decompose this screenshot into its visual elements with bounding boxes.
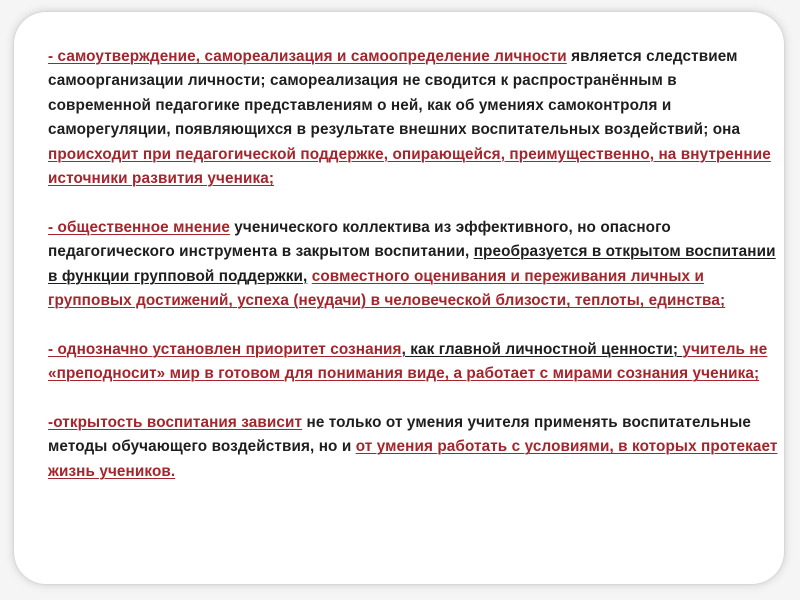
paragraph-public-opinion bbox=[48, 216, 778, 314]
paragraph-consciousness-priority bbox=[48, 338, 778, 387]
text-segment: преобразуется в открытом воспитании в функции групповой поддержки, bbox=[48, 243, 776, 285]
text-segment: ученического коллектива из эффективного, но опасного педагогического инструмента в закрытом воспитании, bbox=[48, 218, 671, 261]
slide-content bbox=[48, 45, 778, 484]
text-segment: , как главной личностной ценности; bbox=[401, 340, 683, 358]
text-segment: совместного оценивания и переживания личных и групповых достижений, успеха (неудачи) в человеческой близости, теплоты, единства; bbox=[48, 267, 726, 310]
text-segment: - самоутверждение, самореализация и самоопределение личности bbox=[48, 48, 567, 65]
text-segment: -открытость воспитания зависит bbox=[48, 414, 303, 432]
slide-card bbox=[14, 12, 784, 584]
text-segment: - однозначно установлен приоритет сознания bbox=[48, 340, 402, 358]
text-segment: является следствием самоорганизации личности; самореализация не сводится к распространённым в современной педагогике представлениям о ней, как об умениях самоконтроля и саморегуляции, появляющихся в результате внешних воспитательных воздействий; она bbox=[48, 48, 741, 139]
text-segment: учитель не «преподносит» мир в готовом для понимания виде, а работает с мирами сознания ученика; bbox=[48, 340, 768, 383]
text-segment: происходит при педагогической поддержке, опирающейся, преимущественно, на внутренние источники развития ученика; bbox=[48, 145, 771, 188]
text-segment: не только от умения учителя применять воспитательные методы обучающего воздействия, но и bbox=[48, 414, 751, 456]
text-segment: - общественное мнение bbox=[48, 218, 230, 236]
paragraph-openness bbox=[48, 411, 778, 484]
text-segment: от умения работать с условиями, в которых протекает жизнь учеников. bbox=[48, 438, 778, 480]
paragraph-self-realization bbox=[48, 45, 778, 191]
